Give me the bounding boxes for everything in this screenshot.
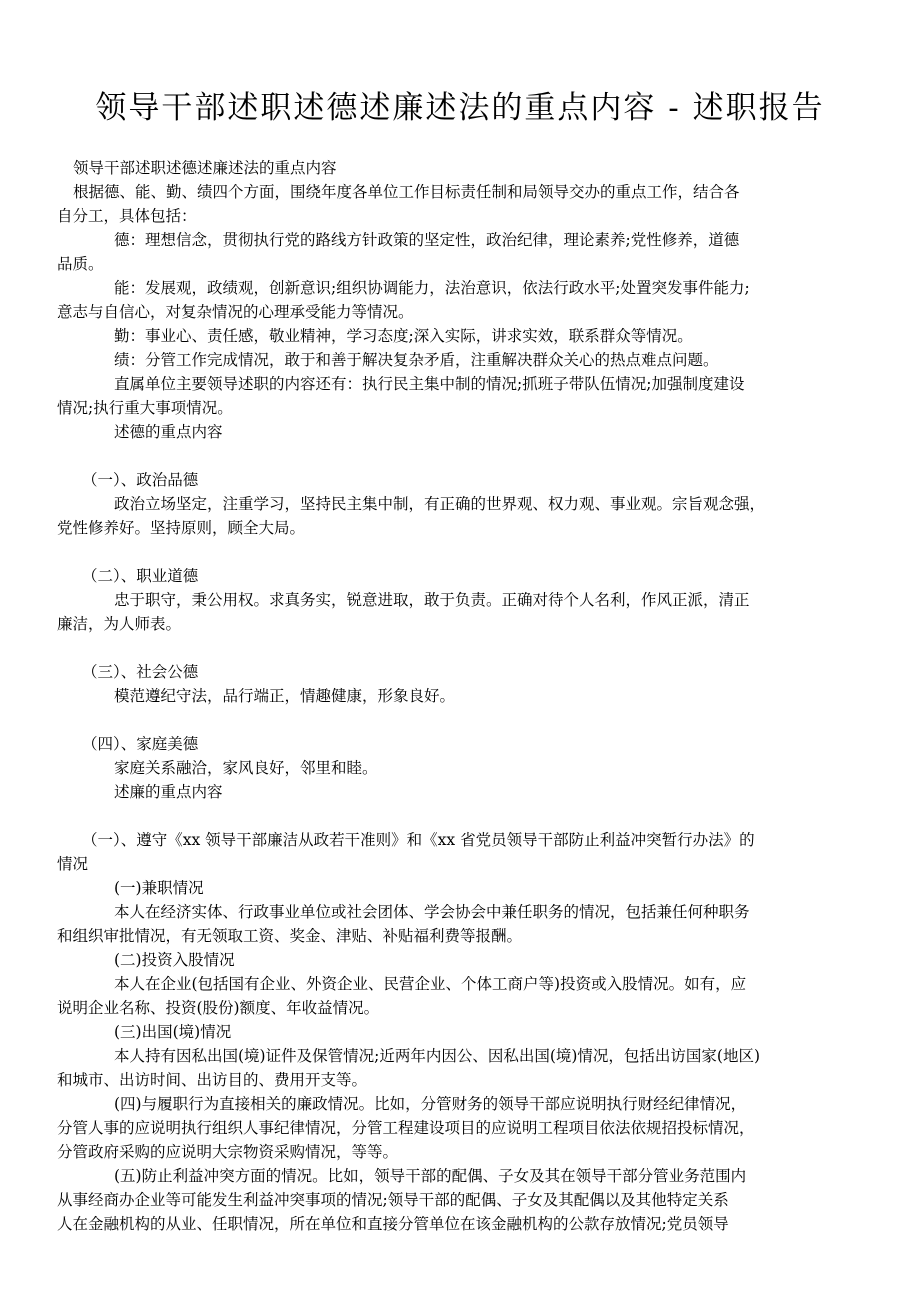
subsection-heading: （四）、家庭美德	[82, 735, 199, 753]
subsection-heading: （二）、职业道德	[82, 567, 199, 585]
paragraph-line: 说明企业名称、投资(股份)额度、年收益情况。	[57, 999, 380, 1017]
paragraph-line: 根据德、能、勤、绩四个方面，围绕年度各单位工作目标责任制和局领导交办的重点工作，结合各	[73, 183, 740, 201]
paragraph-line: 情况	[57, 855, 89, 873]
paragraph-line: 忠于职守，秉公用权。求真务实，锐意进取，敢于负责。正确对待个人名利，作风正派，清正	[114, 591, 750, 609]
page-title: 领导干部述职述德述廉述法的重点内容 - 述职报告	[95, 90, 825, 126]
subsection-heading: （一）、遵守《xx 领导干部廉洁从政若干准则》和《xx 省党员领导干部防止利益冲突暂行办法》的	[82, 831, 755, 849]
section-heading: 领导干部述职述德述廉述法的重点内容	[73, 159, 337, 177]
paragraph-line: 意志与自信心，对复杂情况的心理承受能力等情况。	[57, 303, 414, 321]
paragraph-line: 分管政府采购的应说明大宗物资采购情况，等等。	[57, 1143, 399, 1161]
document-body	[57, 156, 865, 1236]
spacer	[57, 444, 865, 468]
paragraph-line: 勤：事业心、责任感，敬业精神，学习态度;深入实际，讲求实效，联系群众等情况。	[114, 327, 693, 345]
paragraph-line: 政治立场坚定，注重学习，坚持民主集中制，有正确的世界观、权力观、事业观。宗旨观念强，	[114, 495, 766, 513]
paragraph-line: 直属单位主要领导述职的内容还有：执行民主集中制的情况;抓班子带队伍情况;加强制度建设	[114, 375, 745, 393]
item-heading: (三)出国(境)情况	[114, 1023, 232, 1041]
spacer	[57, 540, 865, 564]
paragraph-line: 和组织审批情况，有无领取工资、奖金、津贴、补贴福利费等报酬。	[57, 927, 523, 945]
subsection-heading: （三）、社会公德	[82, 663, 199, 681]
paragraph-line: 本人持有因私出国(境)证件及保管情况;近两年内因公、因私出国(境)情况，包括出访国家(地区)	[114, 1047, 761, 1065]
section-heading: 述廉的重点内容	[114, 783, 223, 801]
paragraph-line: 分管人事的应说明执行组织人事纪律情况，分管工程建设项目的应说明工程项目依法依规招投标情况，	[57, 1119, 755, 1137]
paragraph-line: 从事经商办企业等可能发生利益冲突事项的情况;领导干部的配偶、子女及其配偶以及其他特定关系	[57, 1191, 729, 1209]
spacer	[57, 708, 865, 732]
paragraph-line: 自分工，具体包括：	[57, 207, 197, 225]
paragraph-line: 能：发展观，政绩观，创新意识;组织协调能力，法治意识，依法行政水平;处置突发事件能力;	[114, 279, 750, 297]
paragraph-line: 品质。	[57, 255, 104, 273]
paragraph-line: 本人在企业(包括国有企业、外资企业、民营企业、个体工商户等)投资或入股情况。如有，应	[114, 975, 747, 993]
paragraph-line: 廉洁，为人师表。	[57, 615, 182, 633]
spacer	[57, 636, 865, 660]
section-heading: 述德的重点内容	[114, 423, 223, 441]
paragraph-line: (五)防止利益冲突方面的情况。比如，领导干部的配偶、子女及其在领导干部分管业务范围内	[114, 1167, 747, 1185]
paragraph-line: 德：理想信念，贯彻执行党的路线方针政策的坚定性，政治纪律，理论素养;党性修养，道德	[114, 231, 740, 249]
paragraph-line: 和城市、出访时间、出访目的、费用开支等。	[57, 1071, 368, 1089]
paragraph-line: 模范遵纪守法，品行端正，情趣健康，形象良好。	[114, 687, 456, 705]
paragraph-line: 情况;执行重大事项情况。	[57, 399, 233, 417]
paragraph-line: 人在金融机构的从业、任职情况，所在单位和直接分管单位在该金融机构的公款存放情况;党员领导	[57, 1215, 729, 1233]
subsection-heading: （一）、政治品德	[82, 471, 199, 489]
item-heading: (一)兼职情况	[114, 879, 204, 897]
paragraph-line: 党性修养好。坚持原则，顾全大局。	[57, 519, 306, 537]
spacer	[57, 804, 865, 828]
paragraph-line: 绩：分管工作完成情况，敢于和善于解决复杂矛盾，注重解决群众关心的热点难点问题。	[114, 351, 719, 369]
paragraph-line: 本人在经济实体、行政事业单位或社会团体、学会协会中兼任职务的情况，包括兼任何种职务	[114, 903, 750, 921]
item-heading: (二)投资入股情况	[114, 951, 235, 969]
paragraph-line: (四)与履职行为直接相关的廉政情况。比如，分管财务的领导干部应说明执行财经纪律情况，	[114, 1095, 747, 1113]
paragraph-line: 家庭关系融洽，家风良好，邻里和睦。	[114, 759, 378, 777]
